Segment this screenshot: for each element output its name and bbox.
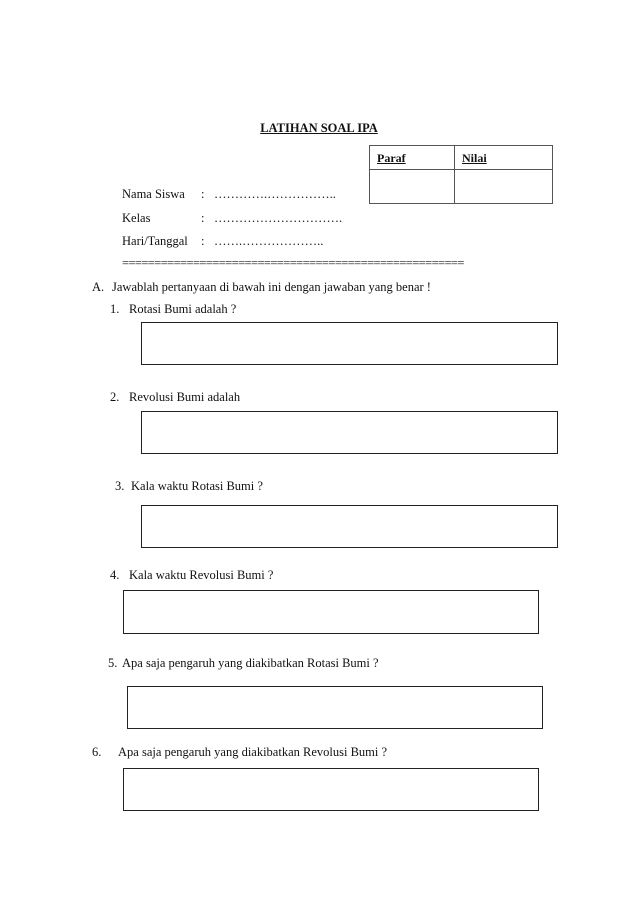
answer-box-3[interactable] [141, 505, 558, 548]
question-text: Apa saja pengaruh yang diakibatkan Rotasi Bumi ? [122, 656, 379, 670]
separator-line: ===================================================== [122, 256, 464, 270]
class-label: Kelas [122, 211, 151, 225]
question-text: Kala waktu Revolusi Bumi ? [129, 568, 274, 582]
question-text: Revolusi Bumi adalah [129, 390, 241, 404]
question-number: 4. [110, 568, 120, 582]
answer-box-1[interactable] [141, 322, 558, 365]
question-number: 5. [108, 656, 118, 670]
paraf-header: Paraf [370, 146, 455, 170]
class-colon: : [201, 211, 205, 225]
section-instruction: Jawablah pertanyaan di bawah ini dengan jawaban yang benar ! [112, 280, 431, 294]
question-number: 1. [110, 302, 120, 316]
answer-box-4[interactable] [123, 590, 539, 634]
page-title: LATIHAN SOAL IPA [260, 121, 378, 135]
question-text: Kala waktu Rotasi Bumi ? [131, 479, 263, 493]
student-name-label: Nama Siswa [122, 187, 185, 201]
answer-box-2[interactable] [141, 411, 558, 454]
class-field[interactable]: …………………………. [214, 211, 343, 225]
student-name-field[interactable]: ………….…………….. [214, 187, 336, 201]
question-number: 3. [115, 479, 125, 493]
question-text: Apa saja pengaruh yang diakibatkan Revolusi Bumi ? [118, 745, 388, 759]
nilai-header: Nilai [455, 146, 553, 170]
section-marker: A. [92, 280, 105, 294]
answer-box-5[interactable] [127, 686, 543, 729]
date-label: Hari/Tanggal [122, 234, 188, 248]
question-text: Rotasi Bumi adalah ? [129, 302, 237, 316]
date-colon: : [201, 234, 205, 248]
paraf-field[interactable] [370, 170, 455, 204]
question-number: 6. [92, 745, 102, 759]
answer-box-6[interactable] [123, 768, 539, 811]
student-name-colon: : [201, 187, 205, 201]
grade-table [369, 145, 553, 204]
question-number: 2. [110, 390, 120, 404]
date-field[interactable]: …….……………….. [214, 234, 324, 248]
nilai-field[interactable] [455, 170, 553, 204]
